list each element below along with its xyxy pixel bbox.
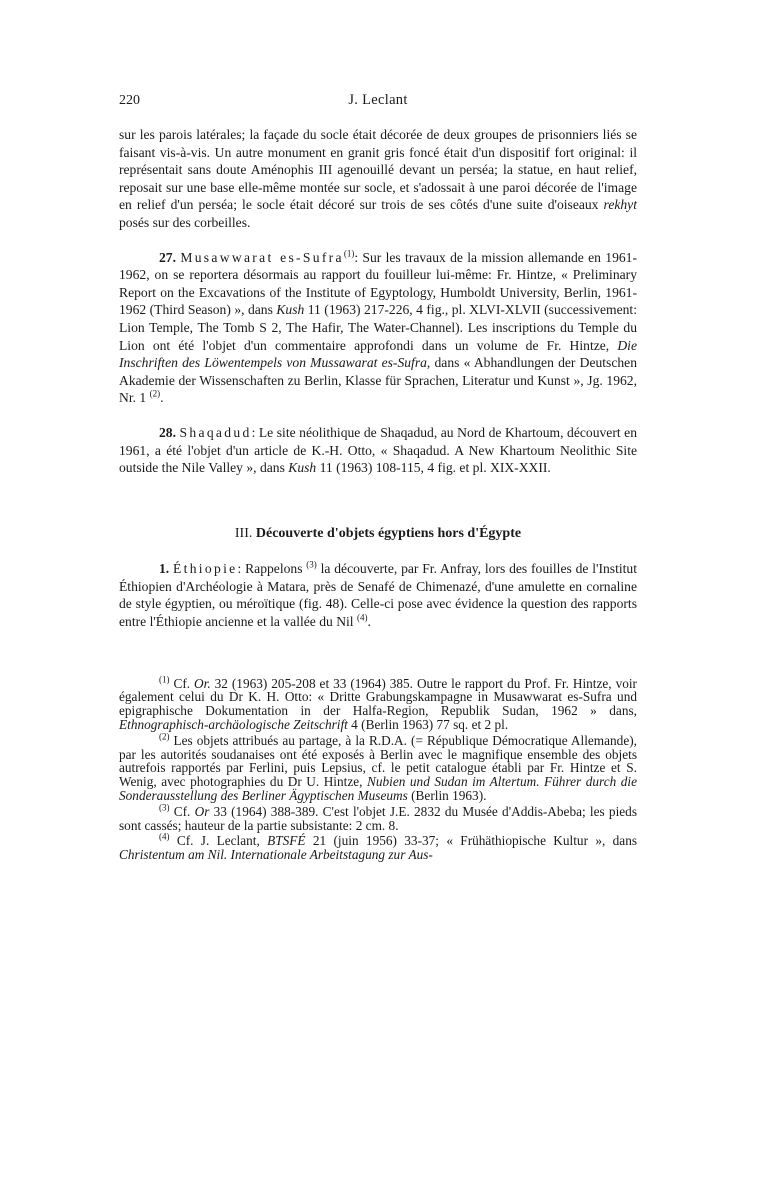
site-name: Shaqadud	[179, 424, 252, 440]
page-header	[119, 92, 637, 112]
footnote-3: $^{(3)}$ Cf. Or 33 (1964) 388-389. C'est l'objet J.E. 2832 du Musée d'Addis-Abeba; les pieds sont cassés; hauteur de la partie subsistante: 2 cm. 8.	[119, 802, 637, 833]
section-heading: III. Découverte d'objets égyptiens hors d'Égypte	[234, 525, 522, 541]
page	[119, 92, 637, 862]
item-27-paragraph: 27. Musawwarat es-Sufra$^{(1)}$: Sur les travaux de la mission allemande en 1961-1962, on se reportera désormais au rapport du fouilleur lui-même: Fr. Hintze, « Preliminary Report on the Excavations of the Institute of Egyptology, Humboldt University, Berlin, 1961-1962 (Third Season) », dans Kush 11 (1963) 217-226, 4 fig., pl. XLVI-XLVII (successivement: Lion Temple, The Tomb S 2, The Hafir, The Water-Channel). Les inscriptions du Temple du Lion ont été l'objet d'un commentaire approfondi dans un volume de Fr. Hintze, Die Inschriften des Löwentempels von Mussawarat es-Sufra, dans « Abhandlungen der Deutschen Akademie der Wissenschaften zu Berlin, Klasse für Sprachen, Literatur und Kunst », Jg. 1962, Nr. 1 $^{(2)}$.	[119, 248, 638, 406]
footnotes	[119, 674, 638, 863]
item-number: 1.	[159, 561, 170, 577]
item-1-paragraph: 1. Éthiopie: Rappelons $^{(3)}$ la découverte, par Fr. Anfray, lors des fouilles de l'Institut Éthiopien d'Archéologie à Matara, près de Senafé de Chimenazé, d'une amulette en cornaline de style égyptien, ou méroïtique (fig. 48). Celle-ci pose avec évidence la question des rapports entre l'Éthiopie ancienne et la vallée du Nil $^{(4)}$.	[119, 559, 637, 630]
page-number: 220	[119, 93, 140, 108]
paragraph-continuation: sur les parois latérales; la façade du socle était décorée de deux groupes de prisonniers liés se faisant vis-à-vis. Un autre monument en granit gris foncé était d'un dispositif fort original: il représentait sans doute Aménophis III agenouillé devant un perséa; la statue, en haut relief, reposait sur une base elle-même montée sur socle, et s'adossait à une paroi décorée de l'image en relief d'un perséa; le socle était décoré sur trois de ses côtés d'une suite d'oiseaux rekhyt posés sur des corbeilles.	[119, 127, 637, 230]
site-name: Musawwarat es-Sufra	[180, 249, 344, 265]
item-number: 27.	[159, 249, 176, 265]
footnote-1: $^{(1)}$ Cf. Or. 32 (1963) 205-208 et 33 (1964) 385. Outre le rapport du Prof. Fr. Hintze, voir également celui du Dr K. H. Otto: « Dritte Grabungskampagne in Musawwarat es-Sufra und epigraphische Dokumentation in der Halfa-Region, Republik Sudan, 1962 » dans, Ethnographisch-archäologische Zeitschrift 4 (Berlin 1963) 77 sq. et 2 pl.	[119, 674, 637, 733]
footnote-2: $^{(2)}$ Les objets attribués au partage, à la R.D.A. (= République Démocratique Allemande), par les autorités soudanaises ont été exposés à Berlin avec le magnifique ensemble des objets autrefois rapportés par Ferlini, puis Lepsius, cf. le petit catalogue établi par Fr. Hintze et S. Wenig, avec photographies du Dr U. Hintze, Nubien und Sudan im Altertum. Führer durch die Sonderausstellung des Berliner Ägyptischen Museums (Berlin 1963).	[119, 731, 638, 804]
item-number: 28.	[159, 424, 176, 440]
site-name: Éthiopie	[173, 561, 238, 577]
item-28-paragraph: 28. Shaqadud: Le site néolithique de Shaqadud, au Nord de Khartoum, découvert en 1961, a été l'objet d'un article de K.-H. Otto, « Shaqadud. A New Khartoum Neolithic Site outside the Nile Valley », dans Kush 11 (1963) 108-115, 4 fig. et pl. XIX-XXII.	[119, 424, 637, 476]
running-title: J. Leclant	[348, 92, 408, 108]
footnote-4: $^{(4)}$ Cf. J. Leclant, BTSFÉ 21 (juin 1956) 33-37; « Frühäthiopische Kultur », dans Christentum am Nil. Internationale Arbeitstagung zur Aus-	[119, 832, 638, 863]
